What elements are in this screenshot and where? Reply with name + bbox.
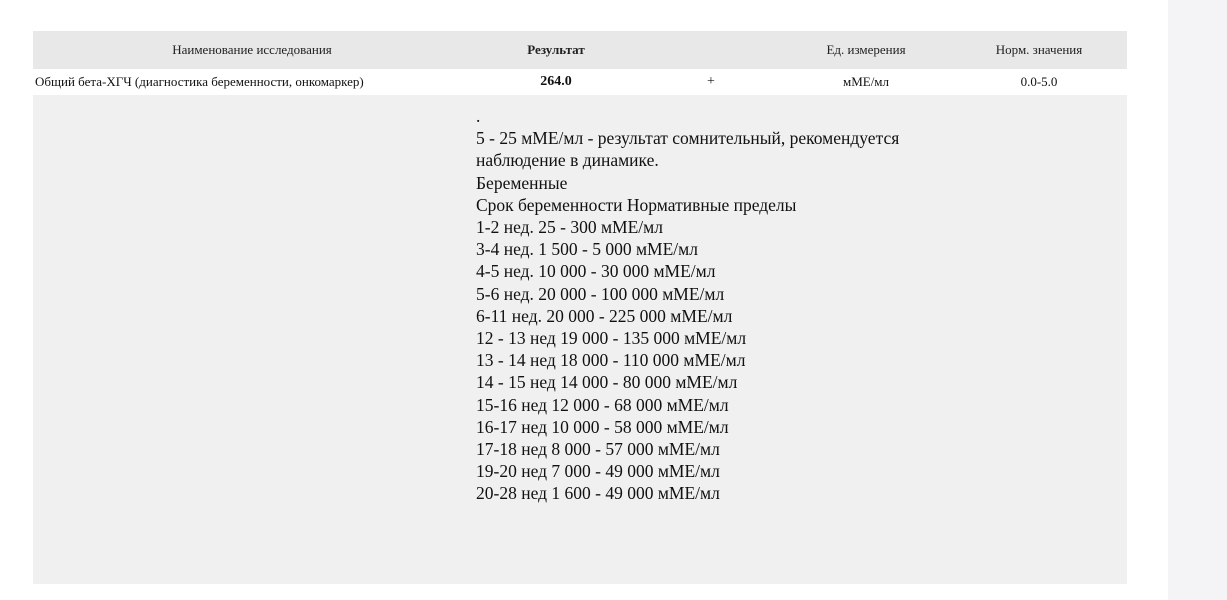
header-reference: Норм. значения (995, 42, 1083, 57)
note-line: 5 - 25 мМЕ/мл - результат сомнительный, рекомендуется (476, 128, 900, 149)
note-line: Беременные (476, 172, 568, 193)
test-unit: мМЕ/мл (842, 74, 890, 89)
note-line: 20-28 нед 1 600 - 49 000 мМЕ/мл (476, 483, 720, 504)
note-line: наблюдение в динамике. (476, 150, 659, 171)
header-test-name: Наименование исследования (172, 42, 332, 57)
note-line: 16-17 нед 10 000 - 58 000 мМЕ/мл (476, 416, 729, 437)
note-line: 13 - 14 нед 18 000 - 110 000 мМЕ/мл (476, 350, 746, 371)
reference-range: 0.0-5.0 (1020, 74, 1058, 89)
header-result: Результат (527, 42, 585, 57)
results-table (33, 31, 1127, 584)
table-header-row (33, 31, 1127, 69)
side-panel (1168, 0, 1227, 600)
abnormal-flag: + (707, 74, 715, 89)
note-line: Срок беременности Нормативные пределы (476, 194, 797, 215)
note-line: 17-18 нед 8 000 - 57 000 мМЕ/мл (476, 439, 720, 460)
header-flag (641, 31, 781, 69)
note-line: 12 - 13 нед 19 000 - 135 000 мМЕ/мл (476, 328, 747, 349)
reference-notes (476, 105, 1116, 505)
test-name: Общий бета-ХГЧ (диагностика беременности, онкомаркер) (35, 74, 364, 89)
note-line: 14 - 15 нед 14 000 - 80 000 мМЕ/мл (476, 372, 738, 393)
note-line: 4-5 нед. 10 000 - 30 000 мМЕ/мл (476, 261, 716, 282)
header-unit: Ед. измерения (826, 42, 906, 57)
note-line: 5-6 нед. 20 000 - 100 000 мМЕ/мл (476, 283, 725, 304)
test-result-value: 264.0 (540, 74, 572, 89)
note-line: 1-2 нед. 25 - 300 мМЕ/мл (476, 217, 663, 238)
reference-notes-row (33, 95, 1127, 584)
note-line: 19-20 нед 7 000 - 49 000 мМЕ/мл (476, 461, 720, 482)
note-line: 15-16 нед 12 000 - 68 000 мМЕ/мл (476, 394, 729, 415)
note-line: . (476, 106, 481, 126)
note-line: 3-4 нед. 1 500 - 5 000 мМЕ/мл (476, 239, 698, 260)
table-row (33, 69, 1127, 95)
note-line: 6-11 нед. 20 000 - 225 000 мМЕ/мл (476, 305, 733, 326)
